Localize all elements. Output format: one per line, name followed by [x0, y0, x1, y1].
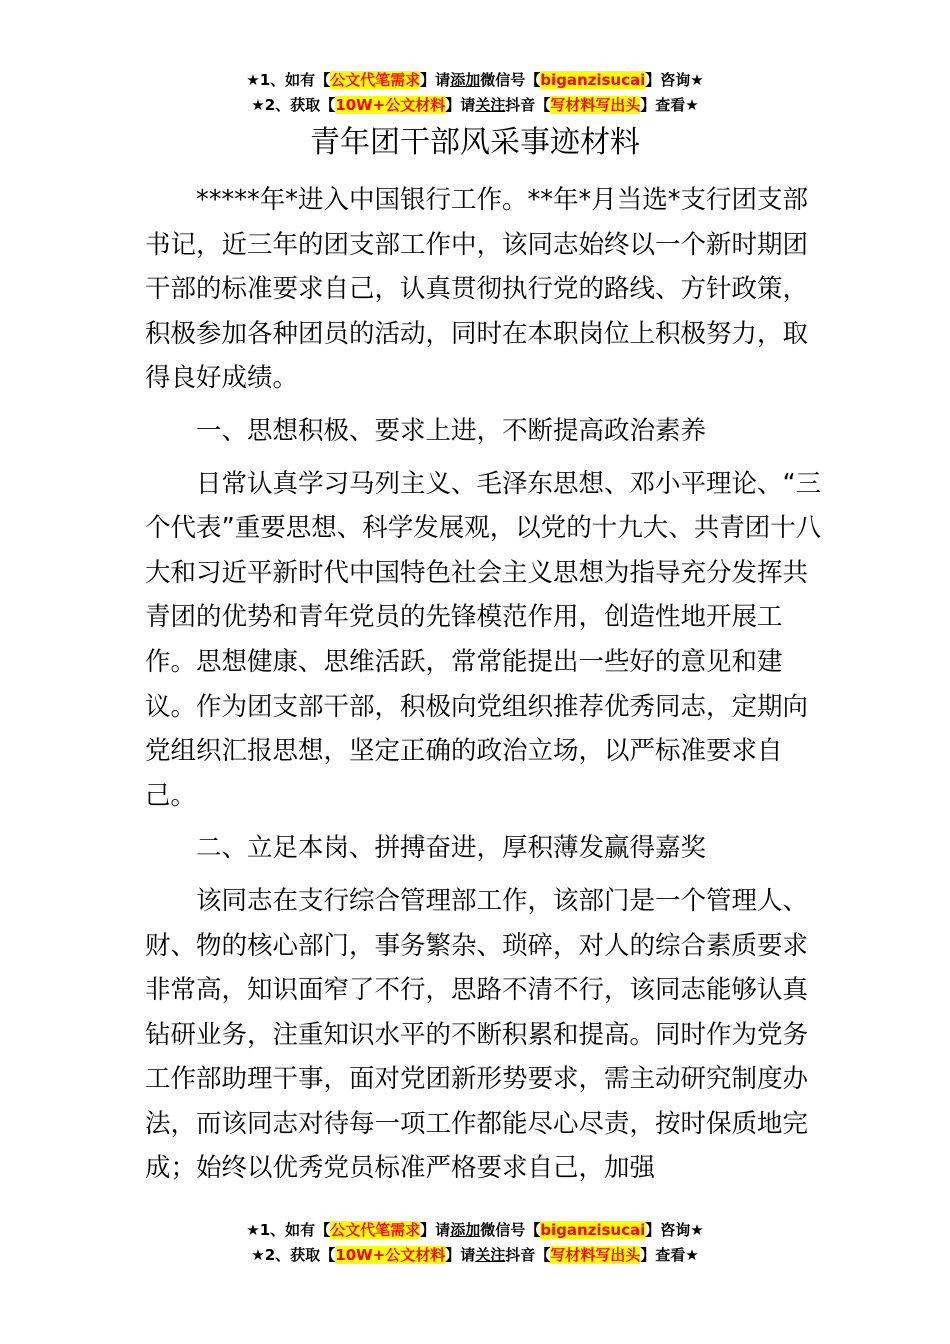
- banner-highlight: biganzisucai: [540, 1221, 646, 1239]
- banner-text: ★1、如有【: [246, 1221, 331, 1239]
- document-title: 青年团干部风采事迹材料: [310, 125, 640, 160]
- banner-text: 】请: [420, 1221, 451, 1239]
- header-banner: [0, 68, 950, 118]
- banner-line-1: [0, 68, 950, 93]
- document-body: [145, 178, 825, 1191]
- banner-highlight: 写材料写出头: [550, 96, 641, 114]
- section-heading-1: 一、思想积极、要求上进，不断提高政治素养: [196, 415, 707, 446]
- banner-highlight: 公文代笔需求: [330, 71, 421, 89]
- banner-text: 】查看★: [640, 96, 699, 114]
- banner-highlight: 10W+公文材料: [335, 1246, 446, 1264]
- banner-underline: 添加: [450, 1221, 481, 1239]
- banner-text: 抖音【: [505, 96, 551, 114]
- banner-highlight: 公文代笔需求: [330, 1221, 421, 1239]
- banner-highlight: biganzisucai: [540, 71, 646, 89]
- footer-banner: [0, 1218, 950, 1268]
- banner-text: 】请: [445, 96, 476, 114]
- paragraph-intro: *****年*进入中国银行工作。**年*月当选*支行团支部书记，近三年的团支部工作中，该同志始终以一个新时期团干部的标准要求自己，认真贯彻执行党的路线、方针政策，积极参加各种团员的活动，同时在本职岗位上积极努力，取得良好成绩。: [145, 185, 809, 394]
- banner-highlight: 10W+公文材料: [335, 96, 446, 114]
- banner-text: 】请: [420, 71, 451, 89]
- banner-text: ★1、如有【: [246, 71, 331, 89]
- banner-text: 】请: [445, 1246, 476, 1264]
- banner-text: 】咨询★: [645, 1221, 704, 1239]
- section-heading-2: 二、立足本岗、拼搏奋进，厚积薄发赢得嘉奖: [196, 833, 707, 864]
- banner-line-2: [0, 1243, 950, 1268]
- banner-line-1: [0, 1218, 950, 1243]
- banner-text: 】查看★: [640, 1246, 699, 1264]
- banner-text: ★2、获取【: [251, 1246, 336, 1264]
- banner-text: 微信号【: [480, 1221, 541, 1239]
- banner-underline: 关注: [475, 96, 506, 114]
- banner-text: ★2、获取【: [251, 96, 336, 114]
- banner-text: 抖音【: [505, 1246, 551, 1264]
- paragraph-section-1: 日常认真学习马列主义、毛泽东思想、邓小平理论、“三个代表”重要思想、科学发展观，以党的十九大、共青团十八大和习近平新时代中国特色社会主义思想为指导充分发挥共青团的优势和青年党员的先锋模范作用，创造性地开展工作。思想健康、思维活跃，常常能提出一些好的意见和建议。作为团支部干部，积极向党组织推荐优秀同志，定期向党组织汇报思想，坚定正确的政治立场，以严标准要求自己。: [145, 468, 822, 811]
- paragraph-section-2: 该同志在支行综合管理部工作，该部门是一个管理人、财、物的核心部门，事务繁杂、琐碎，对人的综合素质要求非常高，知识面窄了不行，思路不清不行，该同志能够认真钻研业务，注重知识水平的不断积累和提高。同时作为党务工作部助理干事，面对党团新形势要求，需主动研究制度办法，而该同志对待每一项工作都能尽心尽责，按时保质地完成；始终以优秀党员标准严格要求自己，加强: [145, 885, 809, 1184]
- banner-highlight: 写材料写出头: [550, 1246, 641, 1264]
- banner-line-2: [0, 93, 950, 118]
- banner-text: 】咨询★: [645, 71, 704, 89]
- banner-underline: 关注: [475, 1246, 506, 1264]
- banner-underline: 添加: [450, 71, 481, 89]
- banner-text: 微信号【: [480, 71, 541, 89]
